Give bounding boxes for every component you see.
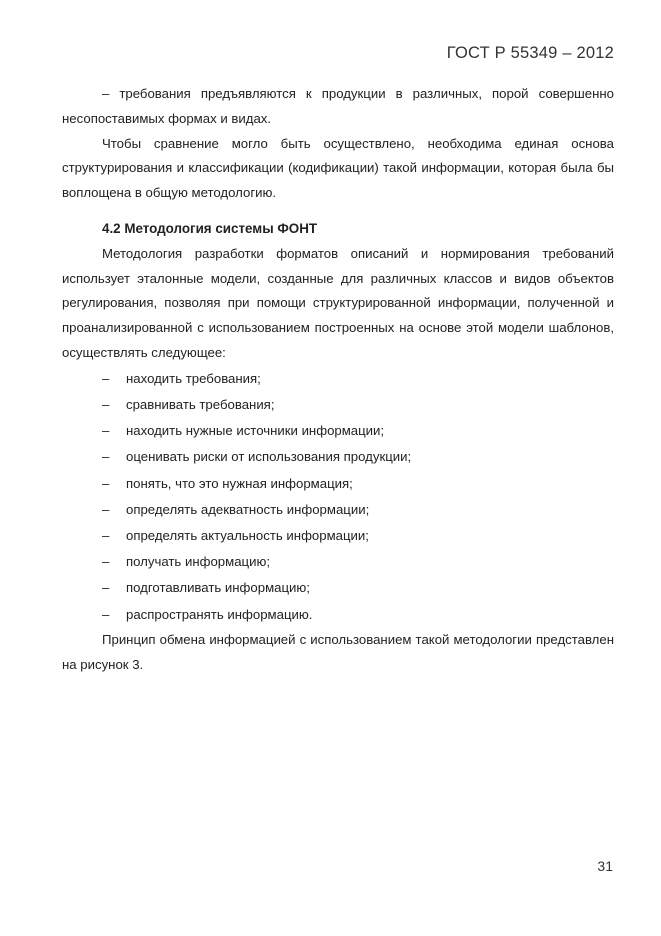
dash-marker: – [102,606,110,622]
list-item [62,444,614,470]
paragraph-requirements-forms: – требования предъявляются к продукции в различных, порой совершенно несопоставимых формах и видах. [62,86,614,126]
list-item [62,523,614,549]
list-item [62,471,614,497]
capabilities-list [62,366,614,628]
section-heading: 4.2 Методология системы ФОНТ [102,220,318,236]
list-item [62,549,614,575]
paragraph-comparison-basis: Чтобы сравнение могло быть осуществлено, необходима единая основа структурирования и классификации (кодификации) такой информации, которая была бы воплощена в общую методологию. [62,135,614,201]
dash-marker: – [102,423,110,439]
dash-marker: – [102,527,110,543]
dash-marker: – [102,554,110,570]
document-header: ГОСТ Р 55349 – 2012 [446,44,614,62]
list-item-text: понять, что это нужная информация; [126,475,353,491]
dash-marker: – [102,580,110,596]
list-item-text: распространять информацию. [126,606,313,622]
list-item [62,575,614,601]
closing-paragraph: Принцип обмена информацией с использованием такой методологии представлен на рисунок 3. [62,631,614,672]
dash-marker: – [102,370,110,386]
list-item [62,366,614,392]
dash-marker: – [102,501,110,517]
dash-marker: – [102,449,110,465]
list-item [62,392,614,418]
list-item-text: определять адекватность информации; [126,501,370,517]
document-body [62,82,614,677]
list-item-text: оценивать риски от использования продукции; [126,449,412,465]
list-item-text: получать информацию; [126,554,271,570]
list-item-text: определять актуальность информации; [126,527,369,543]
dash-marker: – [102,475,110,491]
list-item [62,497,614,523]
list-item [62,602,614,628]
list-item-text: находить нужные источники информации; [126,423,385,439]
list-item [62,418,614,444]
dash-marker: – [102,396,110,412]
list-item-text: сравнивать требования; [126,396,275,412]
section-intro-paragraph: Методология разработки форматов описаний и нормирования требований использует эталонные модели, созданные для различных классов и видов объектов регулирования, позволяя при помощи структурированной информации, полученной и проанализированной с использованием построенных на основе этой модели шаблонов, осуществлять следующее: [62,245,614,360]
page-number: 31 [597,858,613,874]
list-item-text: находить требования; [126,370,261,386]
list-item-text: подготавливать информацию; [126,580,310,596]
